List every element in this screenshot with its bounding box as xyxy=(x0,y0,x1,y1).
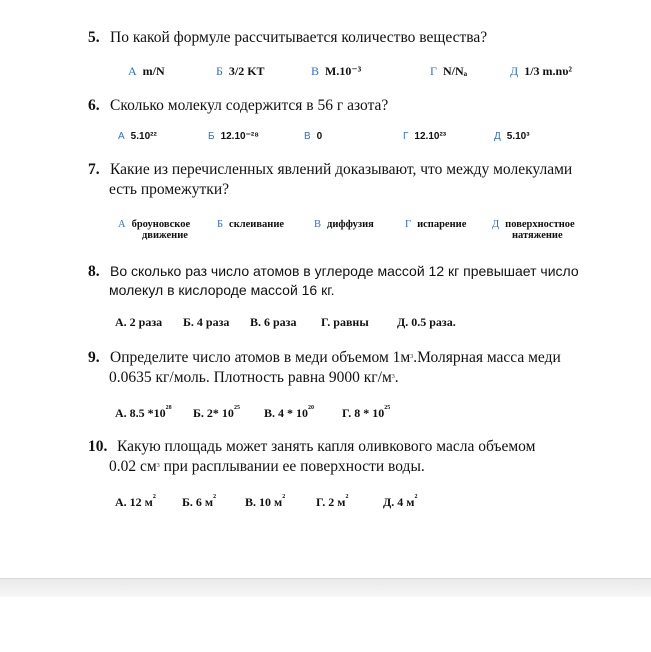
answer-option: А m/N xyxy=(128,64,165,78)
question-number: 8. xyxy=(88,263,100,280)
answer-option: В M.10⁻³ xyxy=(311,64,362,78)
answer-option: Д. 0.5 раза. xyxy=(397,315,456,329)
answer-option: В. $4 * 10^{20}$ xyxy=(264,405,315,420)
question-text: Сколько молекул содержится в 56 г азота? xyxy=(110,97,389,114)
answer-option: А 5.10²² xyxy=(118,131,157,142)
answer-option: Д 1/3 m.nυ² xyxy=(510,64,573,78)
answer-option: В 0 xyxy=(304,131,323,142)
question-text-continued: 0.02 $см^3$ при расплывании ее поверхности воды. xyxy=(109,458,425,475)
question-text: Во сколько раз число атомов в углероде массой 12 кг превышает число xyxy=(110,263,579,279)
question-number: 9. xyxy=(88,349,100,366)
question-number: 7. xyxy=(88,161,100,178)
question-9 xyxy=(88,348,628,388)
answer-option: В. 6 раза xyxy=(250,315,297,329)
answer-option: Д. 4 $м^2$ xyxy=(383,494,418,509)
question-8 xyxy=(88,262,628,300)
question-text-continued: молекул в кислороде массой 16 кг. xyxy=(109,282,335,298)
question-6 xyxy=(88,96,628,116)
answer-option: Д 5.10³ xyxy=(494,131,530,142)
answer-option: Б 3/2 KT xyxy=(216,64,265,78)
question-10 xyxy=(88,437,628,477)
answer-option: А. 8.5 $*10^{28}$ xyxy=(115,405,172,420)
answer-option: Г. равны xyxy=(321,315,369,329)
answer-option: Г. 2 $м^2$ xyxy=(316,494,349,509)
answer-option: Б 12.10⁻²⁸ xyxy=(208,131,259,142)
question-text: Какие из перечисленных явлений доказывают, что между молекулами xyxy=(110,161,573,178)
question-text-continued: есть промежутки? xyxy=(109,181,229,198)
question-5 xyxy=(88,28,628,48)
answer-option: Б. 4 раза xyxy=(183,315,230,329)
answer-option: Б. 2* $10^{25}$ xyxy=(193,405,240,420)
question-text-continued: 0.0635 кг/моль. Плотность равна 9000 $кг/м^3$. xyxy=(109,369,399,386)
answer-option: В. 10 $м^2$ xyxy=(245,494,286,509)
answer-option: А броуновское движение xyxy=(118,219,191,241)
answer-option: А. 12 $м^2$ xyxy=(115,494,156,509)
answer-option: Г 12.10²³ xyxy=(403,131,447,142)
question-7 xyxy=(88,160,628,200)
answer-option: Д поверхностное натяжение xyxy=(492,219,575,241)
question-number: 10. xyxy=(88,438,108,455)
answer-option: Б. 6 $м^2$ xyxy=(182,494,217,509)
page-bottom-gutter xyxy=(0,578,651,652)
answer-option: Г испарение xyxy=(405,219,467,230)
answer-option: В диффузия xyxy=(314,219,374,230)
answer-option: Г. $8 * 10^{25}$ xyxy=(342,405,391,420)
question-number: 5. xyxy=(88,29,100,46)
answer-option: А. 2 раза xyxy=(115,315,163,329)
page-divider-shadow xyxy=(0,579,651,597)
answer-option: Б склеивание xyxy=(217,219,285,230)
question-text: Определите число атомов в меди объемом $1м^3.Молярная$ масса меди xyxy=(110,349,561,366)
question-text: По какой формуле рассчитывается количество вещества? xyxy=(110,29,488,46)
question-number: 6. xyxy=(88,97,100,114)
question-text: Какую площадь может занять капля оливкового масла объемом xyxy=(117,438,536,455)
answer-option: Г N/Nₐ xyxy=(430,64,468,78)
